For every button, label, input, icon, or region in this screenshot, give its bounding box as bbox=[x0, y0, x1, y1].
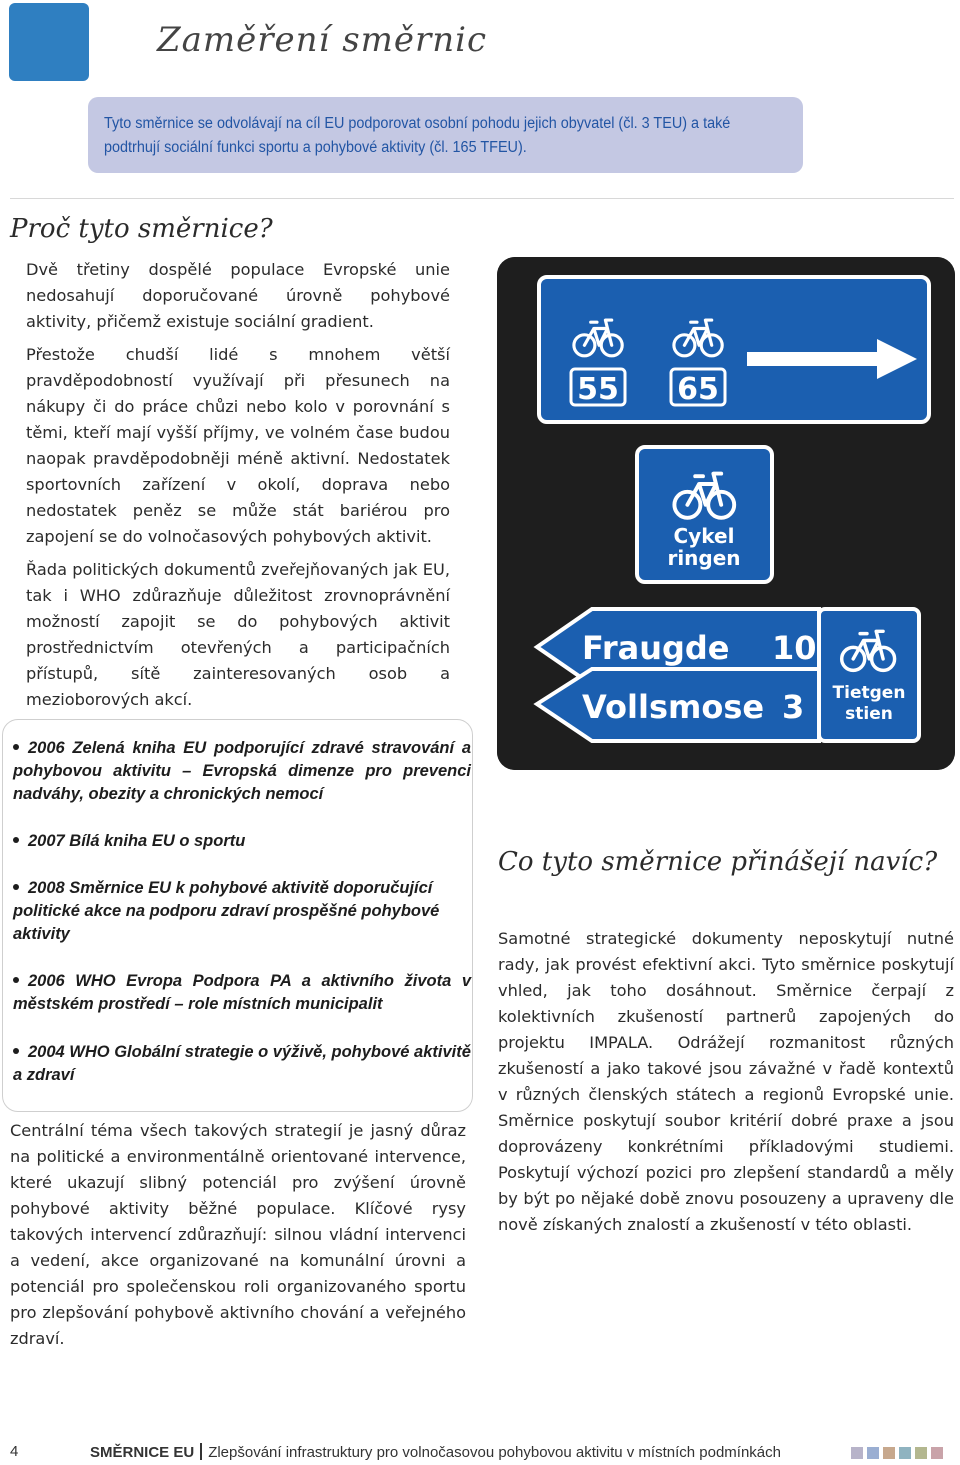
footer-decoration-square bbox=[899, 1447, 911, 1459]
list-item bbox=[13, 737, 471, 806]
sign-distance-10: 10 bbox=[772, 629, 817, 667]
sign-text-cykel: Cykel bbox=[673, 524, 735, 548]
list-item bbox=[13, 970, 471, 1016]
cycle-signs-illustration bbox=[497, 257, 955, 770]
intro-text: Tyto směrnice se odvolávají na cíl EU podporovat osobní pohodu jejich obyvatel (čl. 3 TEU) a také podtrhují sociální funkci sportu a pohybové aktivity (čl. 165 TFEU). bbox=[104, 115, 731, 156]
bullet-icon bbox=[13, 837, 19, 843]
footer-decoration-square bbox=[915, 1447, 927, 1459]
list-item bbox=[13, 830, 471, 853]
list-item-text: 2004 WHO Globální strategie o výživě, pohybové aktivitě a zdraví bbox=[13, 1043, 471, 1084]
sign-text-tietgen: Tietgen bbox=[832, 683, 906, 703]
paragraph-central-theme: Centrální téma všech takových strategií je jasný důraz na politické a environmentálně orientované intervence, které ukazují slibný potenciál pro zvýšení úrovně pohybové aktivity běžné populace. Klíčové rysy takových intervencí zdůrazňují: silnou vládní intervenci a vedení, akce organizované na komunální úrovni a potenciál pro společenskou roli organizovaného sportu pro zlepšování pohybově aktivního chování a veřejného zdraví. bbox=[10, 1121, 466, 1348]
route-number-55: 55 bbox=[577, 372, 619, 407]
route-number-65: 65 bbox=[677, 372, 719, 407]
bullet-icon bbox=[13, 744, 19, 750]
list-item-text: 2006 Zelená kniha EU podporující zdravé stravování a pohybovou aktivitu – Evropská dimenze pro prevenci nadváhy, obezity a chronických nemocí bbox=[13, 739, 471, 803]
list-item-text: 2007 Bílá kniha EU o sportu bbox=[28, 832, 246, 850]
footer-decoration-square bbox=[851, 1447, 863, 1459]
paragraph-policy-documents: Řada politických dokumentů zveřejňovaných jak EU, tak i WHO zdůrazňuje důležitost zrovnoprávnění možností zapojit se do pohybových aktivit prostřednictvím otevřených a participačních přístupů, sítě zainteresovaných osob a mezioborových akcí. bbox=[26, 560, 450, 709]
list-item-text: 2006 WHO Evropa Podpora PA a aktivního života v městském prostředí – role místních municipalit bbox=[13, 972, 471, 1013]
footer-text bbox=[90, 1443, 781, 1461]
sign-text-fraugde: Fraugde bbox=[582, 629, 730, 667]
paragraph-two-thirds: Dvě třetiny dospělé populace Evropské unie nedosahují doporučované úrovně pohybové aktivity, přičemž existuje sociální gradient. bbox=[26, 260, 450, 331]
footer-decoration-square bbox=[883, 1447, 895, 1459]
section-heading-benefits: Co tyto směrnice přinášejí navíc? bbox=[498, 847, 938, 877]
cycle-signs-photo bbox=[497, 257, 955, 770]
bullet-icon bbox=[13, 977, 19, 983]
footer-decoration-square bbox=[867, 1447, 879, 1459]
list-item bbox=[13, 1041, 471, 1087]
policy-list-box bbox=[2, 719, 473, 1112]
footer-brand: SMĚRNICE EU bbox=[90, 1444, 195, 1461]
list-item bbox=[13, 877, 471, 946]
list-item-text: 2008 Směrnice EU k pohybové aktivitě doporučující politické akce na podporu zdraví prospěšné pohybové aktivity bbox=[13, 879, 440, 943]
footer-separator bbox=[200, 1443, 202, 1460]
sign-distance-3: 3 bbox=[782, 688, 805, 726]
bullet-icon bbox=[13, 1048, 19, 1054]
sign-text-stien: stien bbox=[845, 704, 893, 724]
paragraph-benefits: Samotné strategické dokumenty neposkytují nutné rady, jak provést efektivní akci. Tyto směrnice poskytují vhled, jak toho dosáhnout. Směrnice čerpají z kolektivních zkušeností partnerů zapojených do projektu IMPALA. Odrážejí rozmanitost různých zkušeností a jako takové jsou závažné v řadě kontextů v různých členských státech a regionů Evropské unie. Směrnice poskytují soubor kritérií dobré praxe a jsou doprovázeny konkrétními příkladovými studiemi. Poskytují výchozí pozici pro zlepšení standardů a měly by být po nějaké době znovu posouzeny a upraveny dle nově získaných znalostí a zkušeností v této oblasti. bbox=[498, 929, 954, 1234]
sign-text-vollsmose: Vollsmose bbox=[582, 688, 765, 726]
bullet-icon bbox=[13, 884, 19, 890]
sign-text-ringen: ringen bbox=[667, 546, 741, 570]
header-accent-square bbox=[9, 3, 89, 81]
paragraph-poorer-people: Přestože chudší lidé s mnohem větší pravděpodobností využívají při přesunech na nákupy či do práce chůzi nebo kolo v porovnání s těmi, kteří mají vyšší příjmy, ve volném čase budou naopak pravděpodobněji méně aktivní. Nedostatek sportovních zařízení v okolí, doprava nebo nedostatek peněz se může stát bariérou pro zapojení se do volnočasových pohybových aktivit. bbox=[26, 345, 450, 546]
footer-title: Zlepšování infrastruktury pro volnočasovou pohybovou aktivitu v místních podmínkách bbox=[208, 1444, 781, 1461]
page-number: 4 bbox=[10, 1443, 19, 1460]
page-title: Zaměření směrnic bbox=[157, 20, 488, 60]
section-divider bbox=[10, 198, 954, 199]
footer-decoration-square bbox=[931, 1447, 943, 1459]
section-heading-why: Proč tyto směrnice? bbox=[10, 214, 273, 244]
